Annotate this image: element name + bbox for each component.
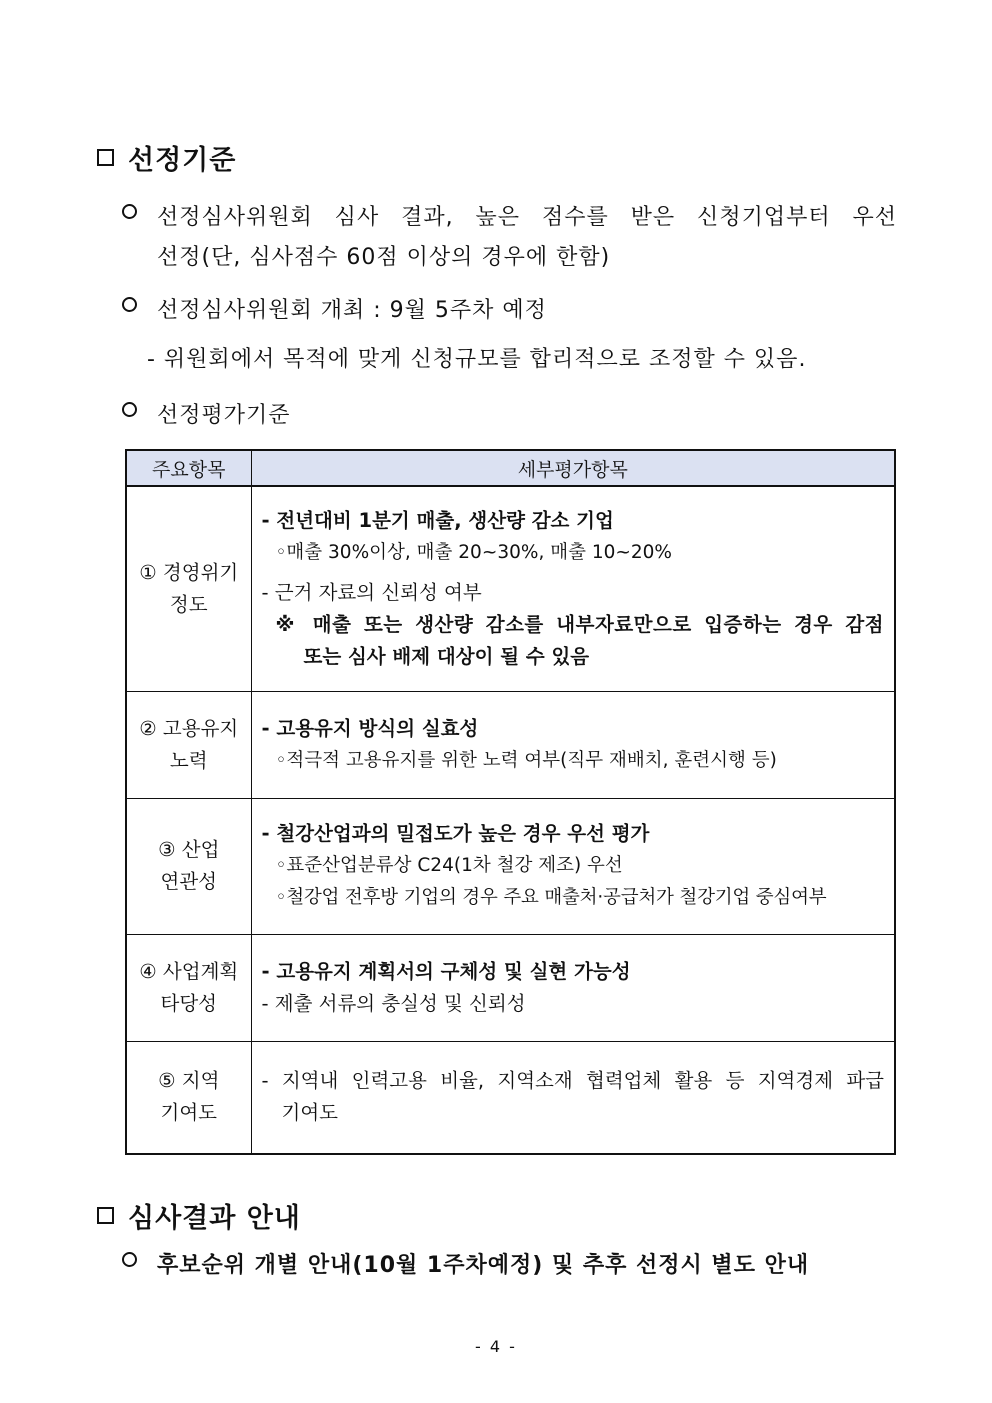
row-details <box>251 934 895 1041</box>
item-line: 연관성 <box>160 870 217 893</box>
detail-note: 또는 심사 배제 대상이 될 수 있음 <box>303 644 590 668</box>
item-line: ④ 사업계획 <box>139 959 239 983</box>
section-title-text: 심사결과 안내 <box>128 1203 301 1234</box>
bullet-text-line2: 선정(단, 심사점수 60점 이상의 경우에 한함) <box>157 245 611 270</box>
detail-line: - 고용유지 계획서의 구체성 및 실현 가능성 <box>261 959 631 983</box>
section-title-selection-criteria <box>97 138 236 177</box>
row-item <box>126 798 251 934</box>
detail-line: - 지역내 인력고용 비율, 지역소재 협력업체 활용 등 지역경제 파급 <box>261 1069 884 1093</box>
detail-line: - 철강산업과의 밀접도가 높은 경우 우선 평가 <box>261 822 650 845</box>
detail-subline: ◦적극적 고용유지를 위한 노력 여부(직무 재배치, 훈련시행 등) <box>275 749 777 771</box>
bullet-text: 선정심사위원회 개최 : 9월 5주차 예정 <box>157 298 547 323</box>
detail-line: - 전년대비 1분기 매출, 생산량 감소 기업 <box>261 508 614 532</box>
item-line: 노력 <box>169 748 208 772</box>
detail-subline: ◦표준산업분류상 C24(1차 철강 제조) 우선 <box>275 855 623 876</box>
item-line: ⑤ 지역 <box>158 1069 220 1093</box>
table-header-row <box>126 450 895 486</box>
circle-bullet-icon <box>122 297 137 312</box>
row-item <box>126 486 251 691</box>
detail-note: ※ 매출 또는 생산량 감소를 내부자료만으로 입증하는 경우 감점 <box>275 612 884 636</box>
bullet-committee-schedule <box>122 291 547 331</box>
detail-subline: ◦매출 30%이상, 매출 20~30%, 매출 10~20% <box>275 541 672 563</box>
square-bullet-icon <box>97 149 114 166</box>
bullet-text: 후보순위 개별 안내(10월 1주차예정) 및 추후 선정시 별도 안내 <box>157 1253 810 1278</box>
evaluation-criteria-table <box>125 449 896 1155</box>
detail-line: 기여도 <box>281 1101 339 1125</box>
table-row <box>126 691 895 798</box>
table-row <box>126 1041 895 1154</box>
circle-bullet-icon <box>122 1252 137 1267</box>
committee-note: - 위원회에서 목적에 맞게 신청규모를 합리적으로 조정할 수 있음. <box>147 347 807 372</box>
table-row <box>126 798 895 934</box>
item-line: ③ 산업 <box>158 838 220 861</box>
detail-line: - 근거 자료의 신뢰성 여부 <box>261 580 482 604</box>
row-item <box>126 934 251 1041</box>
table-row <box>126 486 895 691</box>
row-details <box>251 1041 895 1154</box>
row-details <box>251 691 895 798</box>
item-line: ② 고용유지 <box>139 716 239 740</box>
item-line: 정도 <box>169 592 208 616</box>
bullet-result-notice <box>122 1246 809 1286</box>
row-details <box>251 486 895 691</box>
item-line: 타당성 <box>160 991 217 1015</box>
item-line: 기여도 <box>160 1101 217 1125</box>
section-title-text: 선정기준 <box>128 145 237 176</box>
table-row <box>126 934 895 1041</box>
page-number: - 4 - <box>475 1337 517 1356</box>
row-details <box>251 798 895 934</box>
circle-bullet-icon <box>122 204 137 219</box>
section-title-review-result <box>97 1196 301 1235</box>
square-bullet-icon <box>97 1207 114 1224</box>
header-detail-item: 세부평가항목 <box>251 450 895 486</box>
item-line: ① 경영위기 <box>139 560 239 584</box>
detail-subline: ◦철강업 전후방 기업의 경우 주요 매출처·공급처가 철강기업 중심여부 <box>275 887 827 908</box>
detail-line: - 제출 서류의 충실성 및 신뢰성 <box>261 991 526 1015</box>
detail-line: - 고용유지 방식의 실효성 <box>261 716 479 740</box>
row-item <box>126 691 251 798</box>
row-item <box>126 1041 251 1154</box>
bullet-text: 선정평가기준 <box>157 403 291 428</box>
circle-bullet-icon <box>122 402 137 417</box>
bullet-evaluation-criteria <box>122 396 291 436</box>
bullet-text-line1: 선정심사위원회 심사 결과, 높은 점수를 받은 신청기업부터 우선 <box>157 205 897 230</box>
bullet-selection-method <box>122 198 897 278</box>
header-main-item: 주요항목 <box>126 450 251 486</box>
